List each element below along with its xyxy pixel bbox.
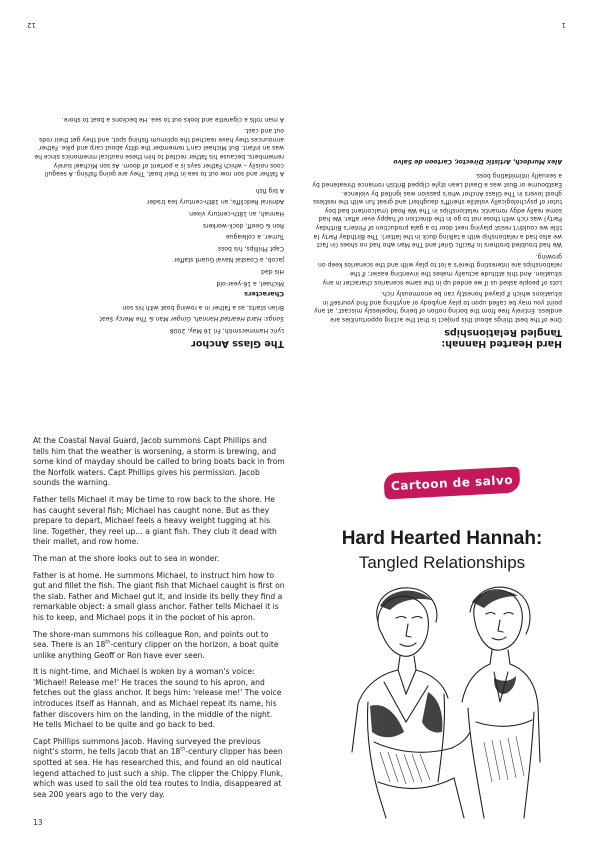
cast-list [32,185,284,286]
story-para: At the Coastal Naval Guard, Jacob summons Capt Phillips and tells him that the weather is worsening, a storm is brewing, and some kind of mayday should be called to bring boats back in from the Norfolk waters. Capt Phillips gives his permission. Jacob sounds the warning. [33,436,285,488]
cast-item: A big fish [255,186,284,194]
cast-item: Admiral Redcliffe, an 18th-century tea trader [146,198,284,206]
synopsis-para-1: A father and son row out to sea in their boat. They are going fishing. A seagull coos noisily – which Father says is a portent of doom. As son Michael surely remembers, because his father recited to him these nautical mnemonics since he was an infant. But Michael can't remember the ditty about carp and pike. Father announces they have reached the optimum fishing spot, and they get their rods out and cast. [34,127,284,178]
intro-line: Brian starts, as a father in a rowing boat with his son [122,303,284,311]
page-number-left: 1 [561,21,566,29]
tangled-para-3: We had troubled brothers in Pacific Grief and The Man who had no shoes (in fact we also had a relationship with a talking duck in the latter). The Birthday Party (a title we couldn't resist playing next door to a gala production of Pinter's Birthday Party) was rich with those not to go in the direction of happy ever after. We had some really edgy romantic relationships in The We Road (malcontent bad boy tutor of psychologically volatile sheriff's daughter) and great fun with the restless ghost lovers in The Glass Anchor who's passion was ignited by violence. Eastbourne or Bust was a David Lean style clipped British romance threatened by a sexually intimidating boss. [312,172,562,249]
cast-item: Capt Phillips, his boss [217,244,284,252]
ink-sketch-illustration [344,582,544,824]
synopsis-para-2: A man rolls a cigarette and looks out to sea. He beckons a boat to shore. [61,115,284,123]
story-para: The shore-man summons his colleague Ron, and points out to sea. There is an 18th-century clipper on the horizon, a boat quite unlike anything Geoff or Ron have ever seen. [33,629,279,660]
tangled-para-2: Lots of people asked us if we ended up in the same scenarios character in any situation. And this attitude actually makes the inventing easier; if the relationships are interesting there's a lot to play with and the scenarios keep on growing. [318,252,562,286]
tangled-relationships-column [312,153,562,349]
cast-item: Turner, a colleague [225,233,284,241]
cast-item: Ron & Geoff, dock-workers [202,221,284,229]
songs-line: Songs: Hard Hearted Hannah, Ginger Man & The Mercy Seat [99,315,284,323]
page-number-right: 12 [27,21,36,29]
glass-anchor-column [32,111,284,349]
story-para: It is night-time, and Michael is woken by a woman's voice: 'Michael! Release me!' He traces the sound to his apron, and fetches out the glass anchor. It begs him: 'release me!' The voice introduces itself as Hannah, and as Michael repeat its name, his father discovers him on the landing, in the middle of the night. He tells Michael to be quite and go back to bed. [33,667,282,730]
cartoon-de-salvo-logo [383,466,520,499]
cast-item: Michael, a 16-year-old [216,279,284,287]
cast-item: His dad [261,268,284,276]
characters-heading: Characters [244,290,284,299]
story-para: The man at the shore looks out to sea in wonder. [33,553,220,563]
cast-item: Hannah, an 18th-century vixen [189,210,284,218]
page-subtitle: Tangled Relationships [358,553,526,572]
story-para: Father is at home. He summons Michael, to instruct him how to gut and fillet the fish. The giant fish that Michael caught is first on the slab. Father and Michael gut it, and inside its belly they find a remarkable object: a small glass anchor. Father tells Michael it is his to keep, and Michael pops it in the pocket of his apron. [33,570,285,622]
page-number: 13 [33,818,43,827]
logo-text: Cartoon de salvo [390,472,514,494]
glass-anchor-heading: The Glass Anchor [191,338,284,349]
tangled-heading: Hard Hearted Hannah: Tangled Relationships [441,327,562,349]
tangled-para-1: One of the best things about this project is that the acting opportunities are endless. Entirely free from the boring notion of being 'hopelessly miscast', at any point you may be called upon to play anybody or anything and find yourself in situations which if played honestly can be enormously rich. [314,290,562,323]
signature: Alex Murdoch, Artistic Director, Cartoon de Salvo [393,157,562,165]
story-para: Capt Phillips summons Jacob. Having surveyed the previous night's storm, he tells Jacob that an 18th-century clipper has been spotted at sea. He has researched this, and found an old nautical legend attached to just such a ship. The clipper the Chippy Flunk, which was used to sail the old tea routes to India, disappeared at sea 200 years ago to the very day. [33,736,283,799]
story-column [33,436,285,806]
page-title: Hard Hearted Hannah: [341,528,543,549]
cast-item: Jacob, a Coastal Naval Guard staffer [173,256,284,264]
production-line: Lyric Hammersmith, Fri 16 May, 2008 [169,327,284,334]
story-para: Father tells Michael it may be time to row back to the shore. He has caught several fish; Michael has caught none. But as they prepare to depart, Michael feels a heavy weight tugging at his line. Together, they reel up… a giant fish. They club it dead with their mallet, and row home. [33,494,277,547]
